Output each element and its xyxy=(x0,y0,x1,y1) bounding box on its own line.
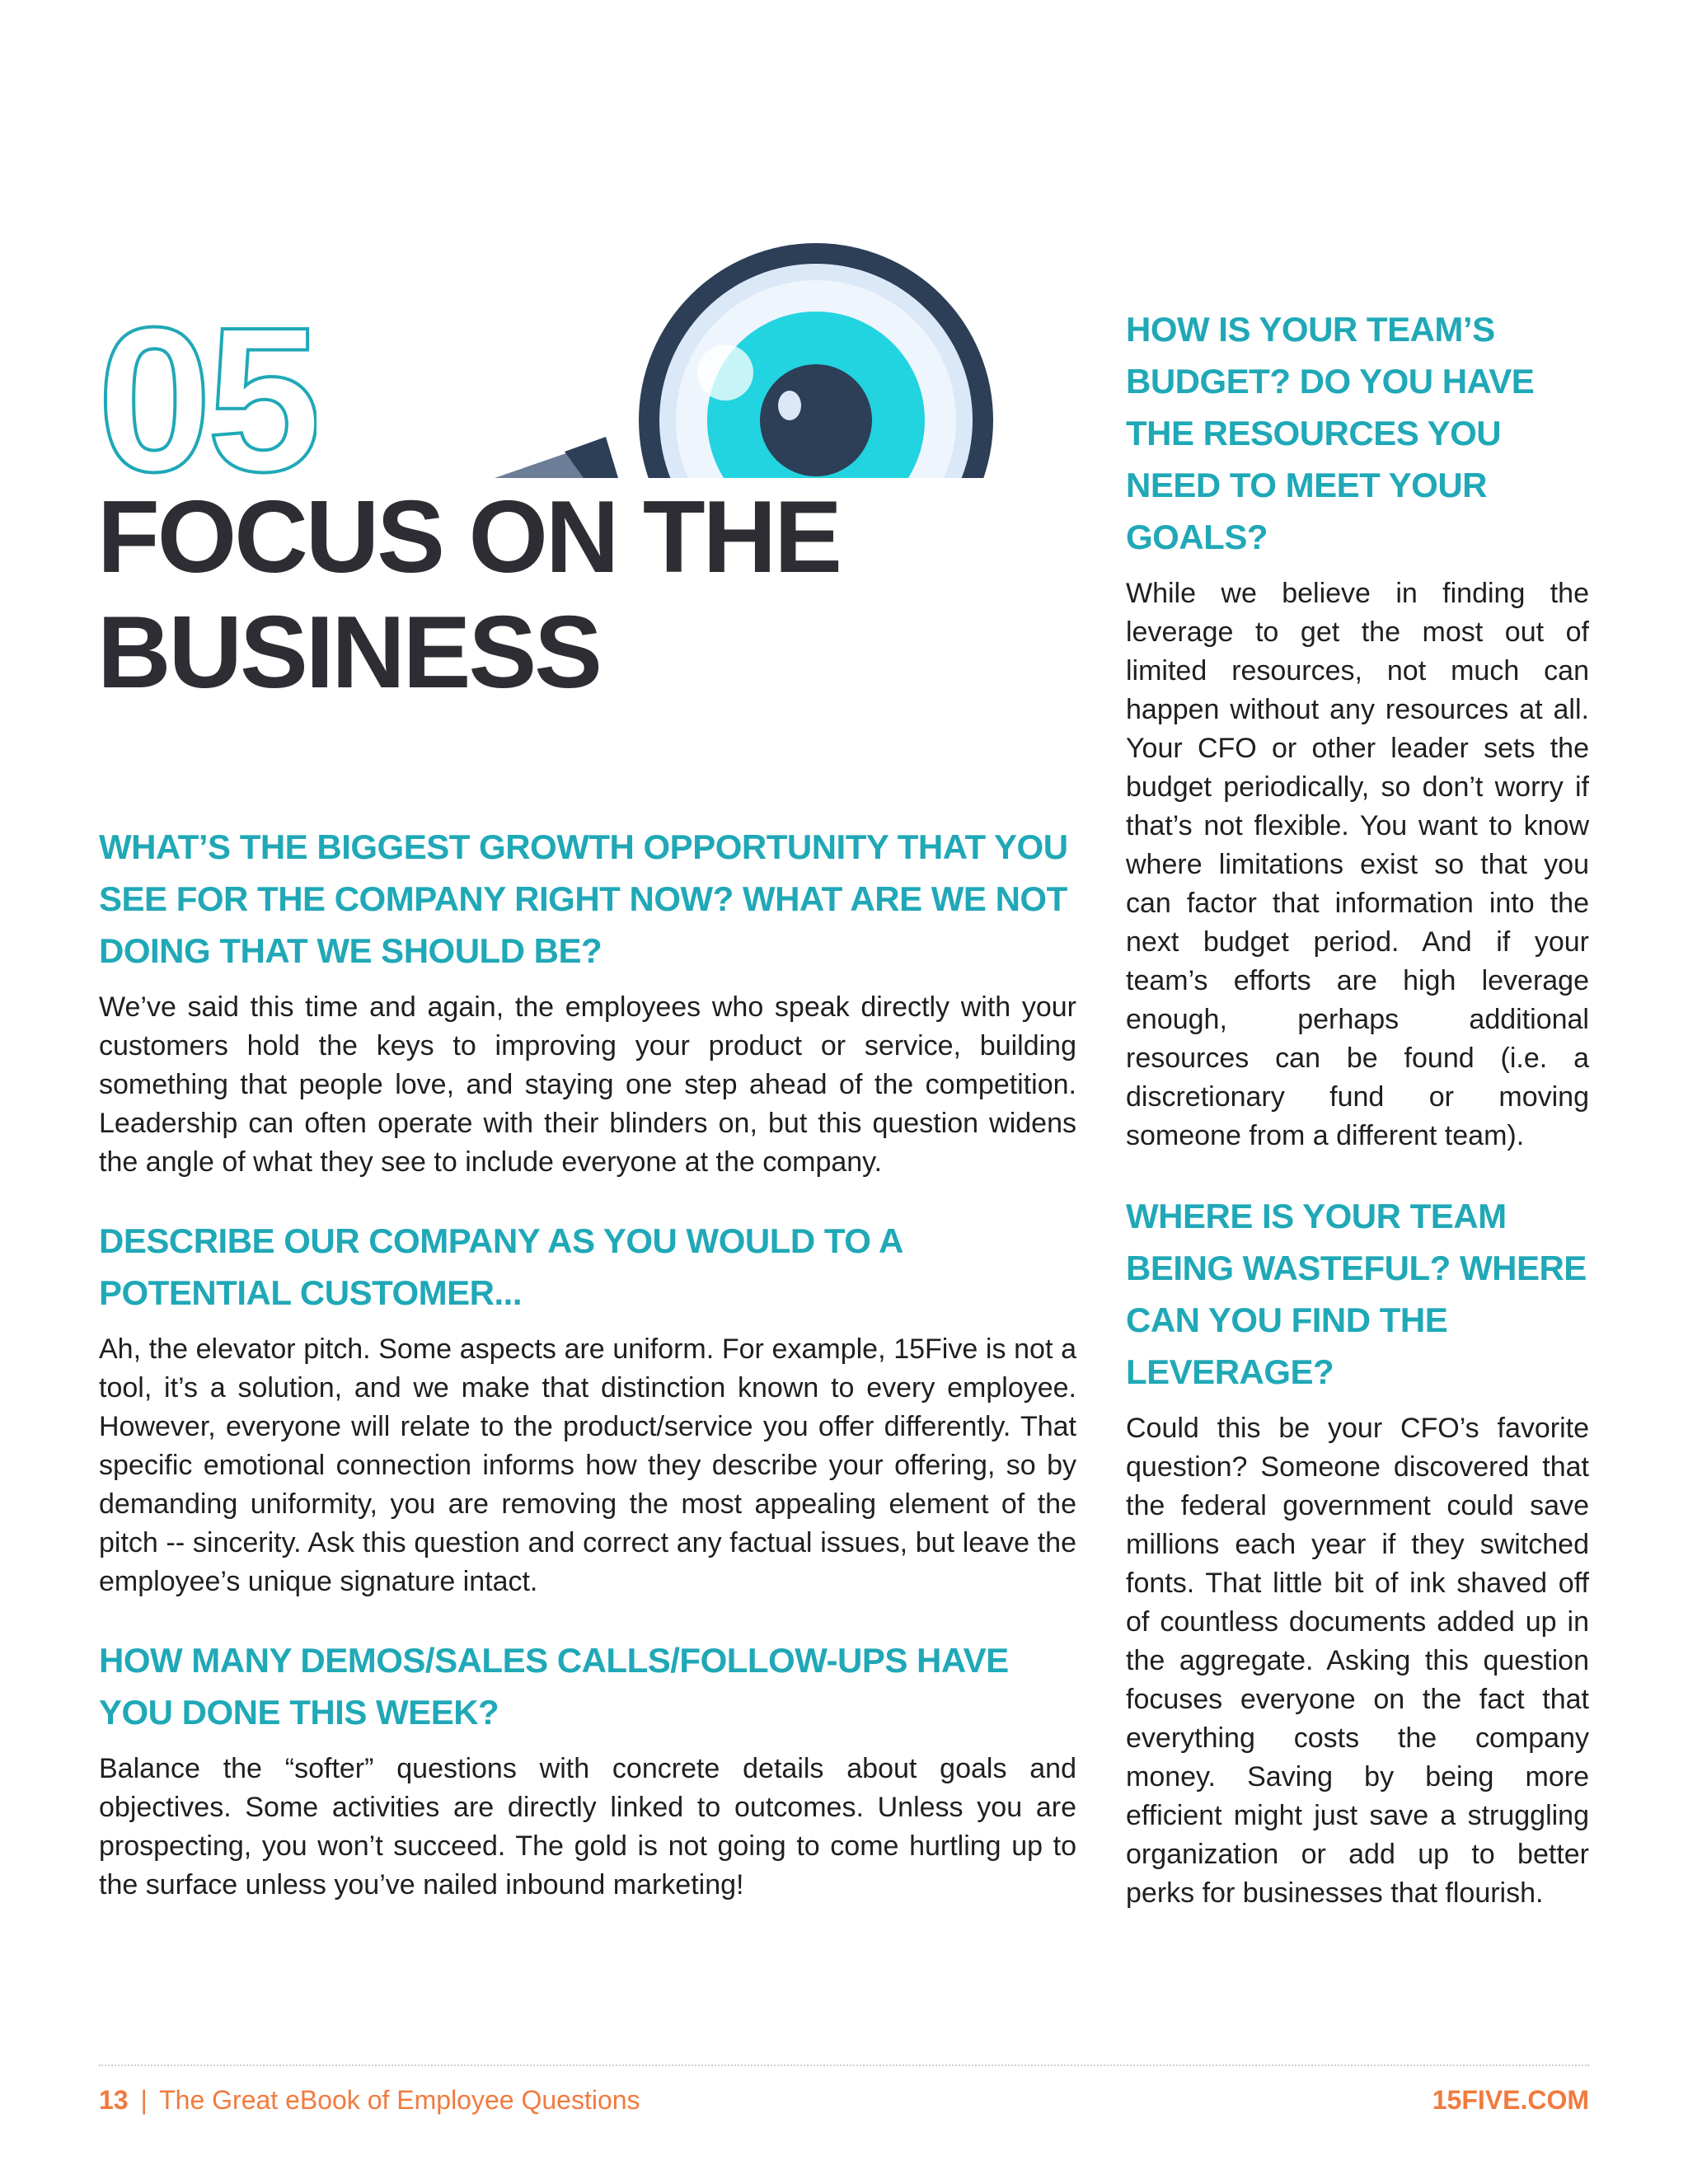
page-number: 13 xyxy=(99,2085,129,2115)
question-block xyxy=(99,821,1076,1182)
page-title-line-2: BUSINESS xyxy=(97,596,600,710)
page-title xyxy=(97,480,1004,710)
question-heading: HOW MANY DEMOS/SALES CALLS/FOLLOW-UPS HAVE YOU DONE THIS WEEK? xyxy=(99,1641,1009,1732)
footer-separator: | xyxy=(140,2085,148,2115)
magnifying-glass-eye-icon xyxy=(486,231,1022,494)
question-body: Could this be your CFO’s favorite question? Someone discovered that the federal government could save millions each year if they switched fonts. That little bit of ink shaved off of countless documents added up in the aggregate. Asking this question focuses everyone on the fact that everything costs the company money. Saving by being more efficient might just save a struggling organization or add up to better perks for businesses that flourish. xyxy=(1126,1413,1589,1909)
question-heading: WHAT’S THE BIGGEST GROWTH OPPORTUNITY THAT YOU SEE FOR THE COMPANY RIGHT NOW? WHAT ARE WE NOT DOING THAT WE SHOULD BE? xyxy=(99,827,1068,970)
question-heading: HOW IS YOUR TEAM’S BUDGET? DO YOU HAVE THE RESOURCES YOU NEED TO MEET YOUR GOALS? xyxy=(1126,310,1535,556)
question-block xyxy=(1126,303,1589,1155)
chapter-number: 05 xyxy=(97,297,317,478)
right-column xyxy=(1126,303,1589,1947)
footer-divider xyxy=(99,2064,1589,2066)
question-body: Ah, the elevator pitch. Some aspects are uniform. For example, 15Five is not a tool, it’s a solution, and we make that distinction known to every employee. However, everyone will relate to the product/service you offer differently. That specific emotional connection informs how they describe your offering, so by demanding uniformity, you are removing the most appealing element of the pitch -- sincerity. Ask this question and correct any factual issues, but leave the employee’s unique signature intact. xyxy=(99,1333,1076,1597)
question-heading: DESCRIBE OUR COMPANY AS YOU WOULD TO A POTENTIAL CUSTOMER... xyxy=(99,1221,903,1312)
footer-page-info xyxy=(99,2085,640,2116)
question-block xyxy=(99,1215,1076,1601)
page-title-line-1: FOCUS ON THE xyxy=(97,480,840,594)
book-title: The Great eBook of Employee Questions xyxy=(159,2085,640,2115)
footer-site-link[interactable]: 15FIVE.COM xyxy=(1432,2085,1589,2115)
left-column xyxy=(99,821,1076,1938)
question-block xyxy=(99,1634,1076,1905)
question-block xyxy=(1126,1190,1589,1913)
question-heading: WHERE IS YOUR TEAM BEING WASTEFUL? WHERE CAN YOU FIND THE LEVERAGE? xyxy=(1126,1197,1587,1391)
question-body: We’ve said this time and again, the employees who speak directly with your customers hold the keys to improving your product or service, building something that people love, and staying one step ahead of the competition. Leadership can often operate with their blinders on, but this question widens the angle of what they see to include everyone at the company. xyxy=(99,991,1076,1178)
question-body: While we believe in finding the leverage to get the most out of limited resources, not much can happen without any resources at all. Your CFO or other leader sets the budget periodically, so don’t worry if that’s not flexible. You want to know where limitations exist so that you can factor that information into the next budget period. And if your team’s efforts are high leverage enough, perhaps additional resources can be found (i.e. a discretionary fund or moving someone from a different team). xyxy=(1126,578,1589,1151)
question-body: Balance the “softer” questions with concrete details about goals and objectives. Some activities are directly linked to outcomes. Unless you are prospecting, you won’t succeed. The gold is not going to come hurtling up to the surface unless you’ve nailed inbound marketing! xyxy=(99,1753,1076,1900)
